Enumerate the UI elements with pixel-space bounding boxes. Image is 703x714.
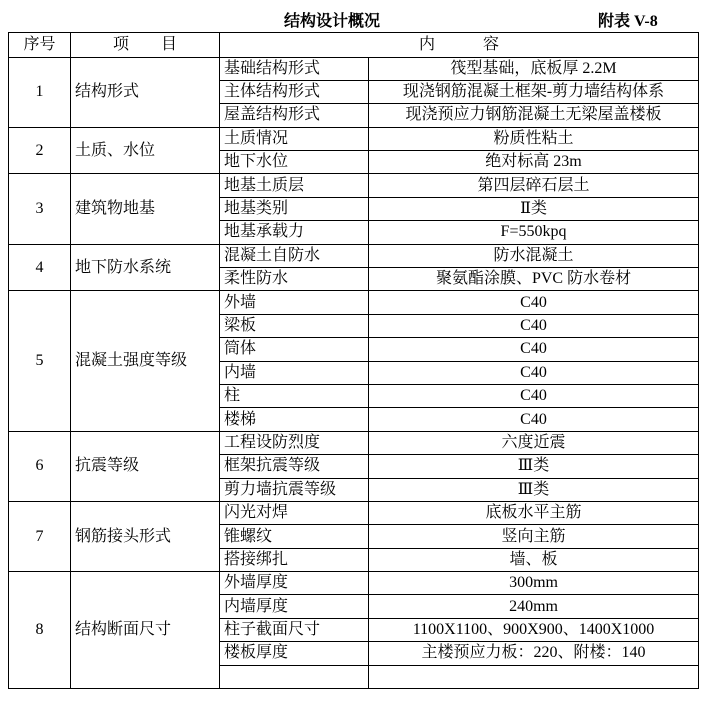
content-value: 六度近震 [369,431,699,454]
content-value: 聚氨酯涂膜、PVC 防水卷材 [369,268,699,291]
sub-item: 地基土质层 [220,174,369,197]
sub-item: 工程设防烈度 [220,431,369,454]
sub-item: 混凝土自防水 [220,244,369,267]
content-value: 墙、板 [369,548,699,571]
sub-item: 梁板 [220,314,369,337]
content-value: 筏型基础，底板厚 2.2M [369,57,699,80]
group-number: 4 [9,244,71,291]
group-number: 5 [9,291,71,431]
table-row [9,501,699,524]
content-value: 第四层碎石层土 [369,174,699,197]
group-number: 6 [9,431,71,501]
sub-item: 柱 [220,384,369,407]
content-value: C40 [369,338,699,361]
header-content: 内 容 [220,33,699,58]
appendix-label: 附表 V-8 [598,13,658,30]
group-number: 1 [9,57,71,127]
sub-item: 剪力墙抗震等级 [220,478,369,501]
sub-item: 柔性防水 [220,268,369,291]
content-value: 300mm [369,572,699,595]
table-row [9,291,699,314]
sub-item: 外墙 [220,291,369,314]
group-item: 建筑物地基 [71,174,220,244]
header-item: 项 目 [71,33,220,58]
table-row [9,244,699,267]
group-item: 钢筋接头形式 [71,501,220,571]
group-item: 结构形式 [71,57,220,127]
content-value: Ⅱ类 [369,197,699,220]
content-value: 主楼预应力板：220、附楼：140 [369,642,699,665]
group-item: 抗震等级 [71,431,220,501]
content-value: 竖向主筋 [369,525,699,548]
table-header-row [9,33,699,58]
document-title: 结构设计概况 [284,13,381,30]
sub-item: 外墙厚度 [220,572,369,595]
sub-item: 楼梯 [220,408,369,431]
content-value: 现浇预应力钢筋混凝土无梁屋盖楼板 [369,104,699,127]
content-value: Ⅲ类 [369,455,699,478]
sub-item: 楼板厚度 [220,642,369,665]
sub-item [220,665,369,688]
content-value: C40 [369,384,699,407]
content-value: 绝对标高 23m [369,151,699,174]
sub-item: 基础结构形式 [220,57,369,80]
group-number: 7 [9,501,71,571]
sub-item: 内墙厚度 [220,595,369,618]
sub-item: 闪光对焊 [220,501,369,524]
group-number: 3 [9,174,71,244]
table-row [9,431,699,454]
structure-overview-table [8,32,699,689]
sub-item: 地下水位 [220,151,369,174]
sub-item: 框架抗震等级 [220,455,369,478]
content-value: C40 [369,291,699,314]
sub-item: 主体结构形式 [220,80,369,103]
sub-item: 搭接绑扎 [220,548,369,571]
content-value: C40 [369,361,699,384]
content-value: 底板水平主筋 [369,501,699,524]
sub-item: 地基类别 [220,197,369,220]
group-item: 结构断面尺寸 [71,572,220,689]
content-value: 1100X1100、900X900、1400X1000 [369,618,699,641]
table-row [9,127,699,150]
content-value [369,665,699,688]
header-no: 序号 [9,33,71,58]
sub-item: 土质情况 [220,127,369,150]
content-value: 防水混凝土 [369,244,699,267]
content-value: C40 [369,408,699,431]
content-value: F=550kpq [369,221,699,244]
sub-item: 锥螺纹 [220,525,369,548]
sub-item: 柱子截面尺寸 [220,618,369,641]
content-value: 现浇钢筋混凝土框架-剪力墙结构体系 [369,80,699,103]
sub-item: 内墙 [220,361,369,384]
sub-item: 筒体 [220,338,369,361]
sub-item: 屋盖结构形式 [220,104,369,127]
content-value: 240mm [369,595,699,618]
sub-item: 地基承载力 [220,221,369,244]
table-row [9,57,699,80]
content-value: 粉质性粘土 [369,127,699,150]
group-item: 土质、水位 [71,127,220,174]
group-item: 混凝土强度等级 [71,291,220,431]
group-number: 2 [9,127,71,174]
table-row [9,174,699,197]
content-value: Ⅲ类 [369,478,699,501]
content-value: C40 [369,314,699,337]
table-row [9,572,699,595]
group-number: 8 [9,572,71,689]
group-item: 地下防水系统 [71,244,220,291]
